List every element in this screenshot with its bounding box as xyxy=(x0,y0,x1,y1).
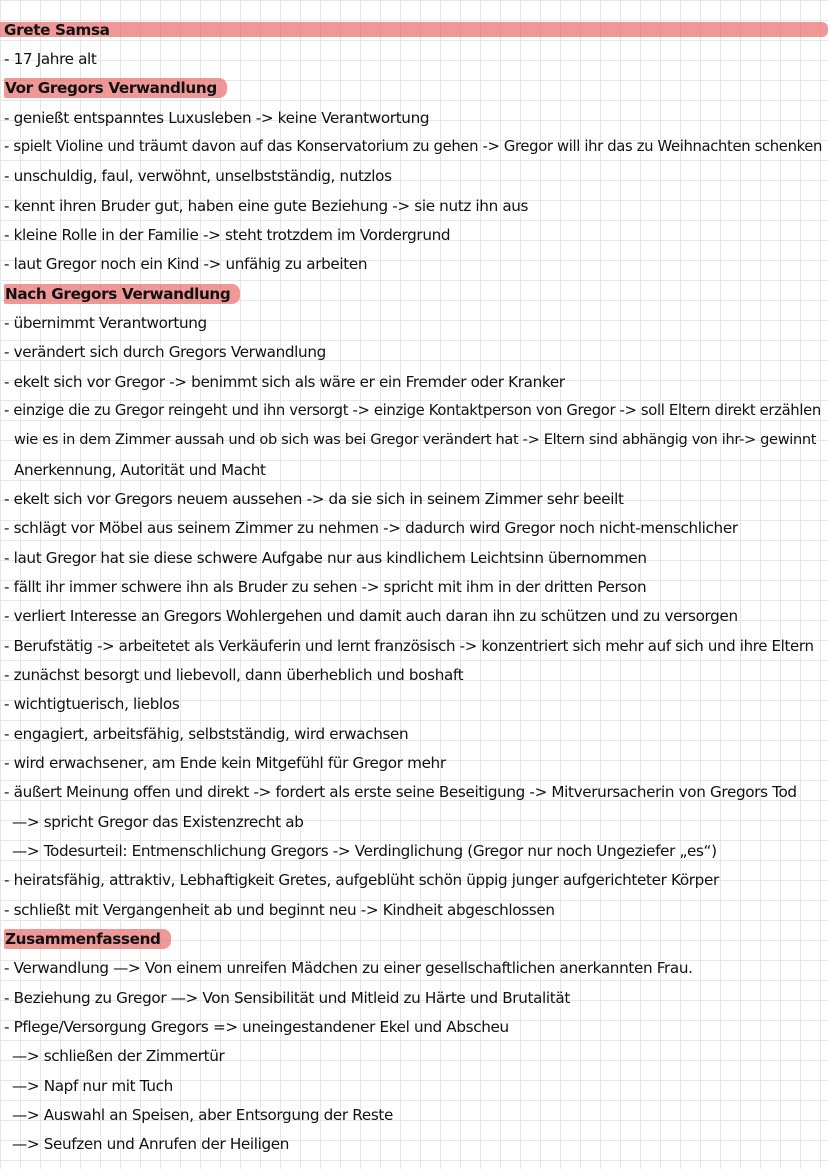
heading-text: Vor Gregors Verwandlung xyxy=(4,78,227,98)
note-line: - zunächst besorgt und liebevoll, dann überheblich und boshaft xyxy=(4,666,464,684)
note-line: - ekelt sich vor Gregors neuem aussehen -> da sie sich in seinem Zimmer sehr beeilt xyxy=(4,490,624,508)
note-line: - engagiert, arbeitsfähig, selbstständig, wird erwachsen xyxy=(4,725,409,743)
heading-text: Zusammenfassend xyxy=(4,929,171,949)
note-line: - genießt entspanntes Luxusleben -> keine Verantwortung xyxy=(4,109,430,127)
note-line-age: - 17 Jahre alt xyxy=(4,50,97,68)
page-title: Grete Samsa xyxy=(4,21,110,39)
section-heading-before xyxy=(4,78,227,98)
note-line: - wird erwachsener, am Ende kein Mitgefühl für Gregor mehr xyxy=(4,754,446,772)
note-arrow-line: —> spricht Gregor das Existenzrecht ab xyxy=(12,813,304,831)
note-arrow-line: —> Seufzen und Anrufen der Heiligen xyxy=(12,1135,290,1153)
note-arrow-line: —> Napf nur mit Tuch xyxy=(12,1077,173,1095)
note-line: - verändert sich durch Gregors Verwandlung xyxy=(4,343,326,361)
note-line: - übernimmt Verantwortung xyxy=(4,314,207,332)
note-line: - wichtigtuerisch, lieblos xyxy=(4,695,180,713)
note-line: - ekelt sich vor Gregor -> benimmt sich als wäre er ein Fremder oder Kranker xyxy=(4,373,565,391)
note-arrow-line: —> Auswahl an Speisen, aber Entsorgung der Reste xyxy=(12,1106,393,1124)
note-arrow-line: —> Todesurteil: Entmenschlichung Gregors -> Verdinglichung (Gregor nur noch Ungeziefer „es“) xyxy=(12,842,717,860)
note-line: - äußert Meinung offen und direkt -> fordert als erste seine Beseitigung -> Mitverursacherin von Gregors Tod xyxy=(4,783,797,801)
note-line: - einzige die zu Gregor reingeht und ihn versorgt -> einzige Kontaktperson von Gregor -> soll Eltern direkt erzählen xyxy=(4,402,821,419)
note-line: - schlägt vor Möbel aus seinem Zimmer zu nehmen -> dadurch wird Gregor noch nicht-menschlicher xyxy=(4,519,738,537)
note-line-continued: Anerkennung, Autorität und Macht xyxy=(14,461,266,479)
note-line: - kleine Rolle in der Familie -> steht trotzdem im Vordergrund xyxy=(4,226,451,244)
note-line: - kennt ihren Bruder gut, haben eine gute Beziehung -> sie nutz ihn aus xyxy=(4,197,529,215)
note-line: - spielt Violine und träumt davon auf das Konservatorium zu gehen -> Gregor will ihr das zu Weihnachten schenken xyxy=(4,138,823,155)
note-line: - laut Gregor noch ein Kind -> unfähig zu arbeiten xyxy=(4,255,368,273)
note-line: - heiratsfähig, attraktiv, Lebhaftigkeit Gretes, aufgeblüht schön üppig junger aufgerichteter Körper xyxy=(4,871,719,889)
note-line-continued: wie es in dem Zimmer aussah und ob sich was bei Gregor verändert hat -> Eltern sind abhängig von ihr-> gewinnt xyxy=(14,431,817,448)
note-line: - unschuldig, faul, verwöhnt, unselbstständig, nutzlos xyxy=(4,167,392,185)
note-line: - Verwandlung —> Von einem unreifen Mädchen zu einer gesellschaftlichen anerkannten Frau. xyxy=(4,959,693,977)
note-line: - schließt mit Vergangenheit ab und beginnt neu -> Kindheit abgeschlossen xyxy=(4,901,555,919)
section-heading-summary xyxy=(4,929,171,949)
note-line: - Berufstätig -> arbeitetet als Verkäuferin und lernt französisch -> konzentriert sich mehr auf sich und ihre Eltern xyxy=(4,637,814,655)
note-line: - verliert Interesse an Gregors Wohlergehen und damit auch daran ihn zu schützen und zu versorgen xyxy=(4,607,738,625)
heading-text: Nach Gregors Verwandlung xyxy=(4,284,240,304)
section-heading-after xyxy=(4,284,240,304)
note-line: - fällt ihr immer schwere ihn als Bruder zu sehen -> spricht mit ihm in der dritten Person xyxy=(4,578,647,596)
note-arrow-line: —> schließen der Zimmertür xyxy=(12,1047,225,1065)
note-line: - Pflege/Versorgung Gregors => uneingestandener Ekel und Abscheu xyxy=(4,1018,509,1036)
note-line: - laut Gregor hat sie diese schwere Aufgabe nur aus kindlichem Leichtsinn übernommen xyxy=(4,549,647,567)
note-line: - Beziehung zu Gregor —> Von Sensibilität und Mitleid zu Härte und Brutalität xyxy=(4,989,570,1007)
